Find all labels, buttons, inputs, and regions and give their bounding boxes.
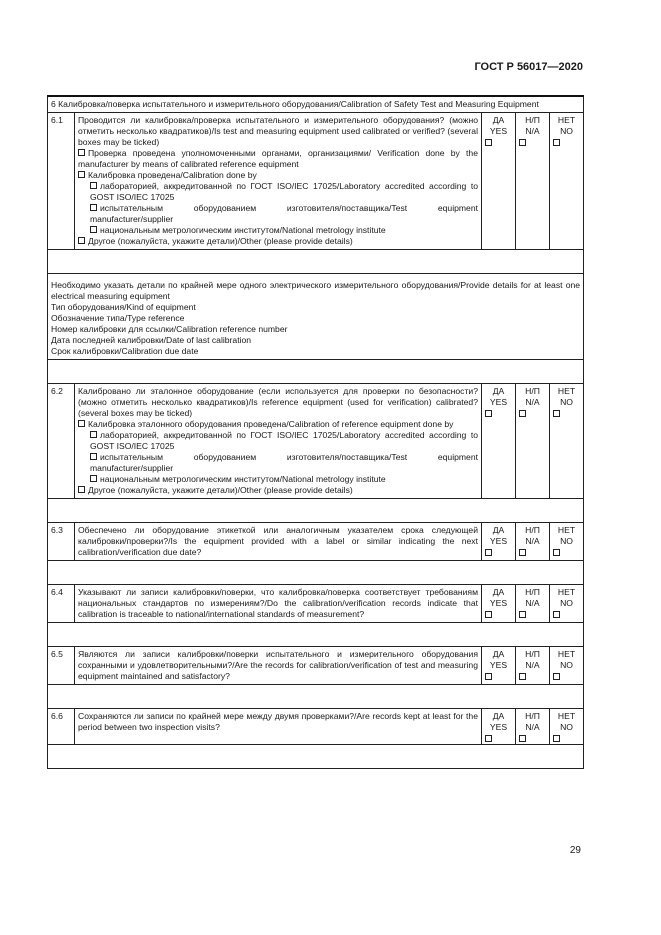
answer-label-ru: НЕТ — [557, 587, 576, 597]
details-cell — [48, 274, 584, 360]
answer-label-en: YES — [489, 722, 508, 732]
answer-no — [550, 709, 584, 745]
yes-checkbox[interactable] — [485, 673, 492, 680]
na-checkbox[interactable] — [519, 735, 526, 742]
question-row-6-3 — [48, 523, 584, 561]
no-checkbox[interactable] — [553, 410, 560, 417]
na-checkbox[interactable] — [519, 549, 526, 556]
answer-label-en: NO — [560, 660, 573, 670]
answer-yes — [482, 523, 516, 561]
answer-label-en: YES — [489, 397, 508, 407]
question-text: Обеспечено ли оборудование этикеткой или аналогичным указателем срока следующей калибровки/проверки?/Is the equipment provided with a label or similar indicating the next calibration/verification due date? — [75, 523, 482, 561]
na-checkbox[interactable] — [519, 139, 526, 146]
sub-option-item — [78, 225, 478, 236]
question-number: 6.4 — [48, 585, 75, 623]
details-field: Тип оборудования/Kind of equipment — [51, 302, 196, 312]
answer-label-en: YES — [489, 126, 508, 136]
question-row-6-1 — [48, 113, 584, 250]
option-item — [78, 170, 478, 181]
answer-label-ru: Н/П — [525, 115, 540, 125]
details-field: Номер калибровки для ссылки/Calibration reference number — [51, 324, 288, 334]
sub-option-item — [78, 181, 478, 203]
no-checkbox[interactable] — [553, 549, 560, 556]
answer-label-ru: Н/П — [525, 649, 540, 659]
option-label: Калибровка эталонного оборудования проведена/Calibration of reference equipment done by — [88, 419, 454, 429]
spacer-row — [48, 499, 584, 523]
details-row — [48, 274, 584, 360]
details-intro: Необходимо указать детали по крайней мере одного электрического измерительного оборудования/Provide details for at least one electrical measuring equipment — [51, 280, 581, 301]
question-row-6-5 — [48, 647, 584, 685]
question-text: Являются ли записи калибровки/поверки испытательного и измерительного оборудования сохранными и удовлетворительными?/Are the records for calibration/verification of test and measuring equipment maintained and satisfactory? — [75, 647, 482, 685]
answer-space[interactable] — [48, 561, 584, 585]
document-code: ГОСТ Р 56017—2020 — [474, 61, 583, 73]
answer-label-en: N/A — [525, 126, 540, 136]
answer-yes — [482, 113, 516, 250]
spacer-row — [48, 685, 584, 709]
answer-na — [516, 647, 550, 685]
answer-na — [516, 709, 550, 745]
question-text: Калибровано ли эталонное оборудование (если используется для проверки по безопасности? (можно отметить несколько квадратиков)/Is reference equipment (used for verification) calibrated? (several boxes may be ticked) — [78, 386, 478, 418]
sub-option-item — [78, 474, 478, 485]
checkbox[interactable] — [90, 226, 97, 233]
answer-label-ru: НЕТ — [557, 525, 576, 535]
option-label: национальным метрологическим институтом/National metrology institute — [100, 474, 386, 484]
na-checkbox[interactable] — [519, 611, 526, 618]
answer-label-en: NO — [560, 722, 573, 732]
calibration-checklist-table — [47, 95, 584, 769]
answer-label-en: NO — [560, 536, 573, 546]
question-text-cell — [75, 384, 482, 499]
answer-label-ru: ДА — [492, 115, 505, 125]
question-number: 6.2 — [48, 384, 75, 499]
answer-label-ru: ДА — [492, 711, 505, 721]
details-field: Срок калибровки/Calibration due date — [51, 346, 199, 356]
question-text: Проводится ли калибровка/проверка испытательного и измерительного оборудования? (можно отметить несколько квадратиков)/Is test and measuring equipment used calibrated or verified? (several boxes may be ticked) — [78, 115, 478, 147]
answer-label-ru: НЕТ — [557, 649, 576, 659]
checkbox[interactable] — [90, 453, 97, 460]
answer-space[interactable] — [48, 685, 584, 709]
question-number: 6.6 — [48, 709, 75, 745]
answer-no — [550, 647, 584, 685]
checkbox[interactable] — [90, 204, 97, 211]
question-text: Сохраняются ли записи по крайней мере между двумя проверками?/Are records kept at least for the period between two inspection visits? — [75, 709, 482, 745]
checkbox[interactable] — [90, 182, 97, 189]
answer-label-en: NO — [560, 397, 573, 407]
question-text-cell — [75, 113, 482, 250]
answer-space[interactable] — [48, 250, 584, 274]
yes-checkbox[interactable] — [485, 410, 492, 417]
answer-no — [550, 384, 584, 499]
answer-yes — [482, 709, 516, 745]
checkbox[interactable] — [90, 431, 97, 438]
answer-label-en: NO — [560, 598, 573, 608]
checkbox[interactable] — [78, 171, 85, 178]
section-title-row — [48, 96, 584, 113]
yes-checkbox[interactable] — [485, 549, 492, 556]
no-checkbox[interactable] — [553, 611, 560, 618]
answer-label-ru: Н/П — [525, 386, 540, 396]
answer-yes — [482, 384, 516, 499]
details-field: Дата последней калибровки/Date of last calibration — [51, 335, 252, 345]
answer-label-ru: Н/П — [525, 587, 540, 597]
yes-checkbox[interactable] — [485, 611, 492, 618]
checkbox[interactable] — [90, 475, 97, 482]
spacer-row — [48, 250, 584, 274]
answer-no — [550, 585, 584, 623]
answer-label-en: YES — [489, 536, 508, 546]
option-item — [78, 148, 478, 170]
answer-label-en: N/A — [525, 722, 540, 732]
yes-checkbox[interactable] — [485, 735, 492, 742]
option-label: Проверка проведена уполномоченными органами, организациями/ Verification done by the manufacturer by means of calibrated reference equipment — [78, 148, 478, 169]
checkbox[interactable] — [78, 149, 85, 156]
question-text: Указывают ли записи калибровки/поверки, что калибровка/поверка соответствует требованиям национальных стандартов по измерениям?/Do the calibration/verification records indicate that calibration is traceable to national/international standards of measurement? — [75, 585, 482, 623]
option-label: Калибровка проведена/Calibration done by — [88, 170, 257, 180]
question-row-6-4 — [48, 585, 584, 623]
answer-label-ru: ДА — [492, 525, 505, 535]
option-item — [78, 236, 478, 247]
answer-label-ru: ДА — [492, 587, 505, 597]
option-label: лабораторией, аккредитованной по ГОСТ ISO/IEC 17025/Laboratory accredited according to GOST ISO/IEC 17025 — [90, 181, 478, 202]
answer-label-en: YES — [489, 598, 508, 608]
no-checkbox[interactable] — [553, 735, 560, 742]
answer-na — [516, 113, 550, 250]
na-checkbox[interactable] — [519, 673, 526, 680]
question-row-6-6 — [48, 709, 584, 745]
no-checkbox[interactable] — [553, 139, 560, 146]
option-label: национальным метрологическим институтом/National metrology institute — [100, 225, 386, 235]
answer-na — [516, 523, 550, 561]
answer-yes — [482, 585, 516, 623]
checkbox[interactable] — [78, 486, 85, 493]
answer-label-ru: ДА — [492, 386, 505, 396]
spacer-row — [48, 360, 584, 384]
details-field: Обозначение типа/Type reference — [51, 313, 185, 323]
answer-space[interactable] — [48, 360, 584, 384]
na-checkbox[interactable] — [519, 410, 526, 417]
option-label: испытательным оборудованием изготовителя/поставщика/Test equipment manufacturer/supplier — [90, 452, 478, 473]
answer-label-en: N/A — [525, 660, 540, 670]
answer-space[interactable] — [48, 623, 584, 647]
option-item — [78, 485, 478, 496]
yes-checkbox[interactable] — [485, 139, 492, 146]
option-label: Другое (пожалуйста, укажите детали)/Other (please provide details) — [88, 236, 353, 246]
answer-label-en: N/A — [525, 536, 540, 546]
answer-label-en: YES — [489, 660, 508, 670]
question-number: 6.3 — [48, 523, 75, 561]
spacer-row — [48, 623, 584, 647]
answer-label-en: N/A — [525, 397, 540, 407]
no-checkbox[interactable] — [553, 673, 560, 680]
answer-label-ru: Н/П — [525, 525, 540, 535]
question-number: 6.1 — [48, 113, 75, 250]
answer-space[interactable] — [48, 499, 584, 523]
question-row-6-2 — [48, 384, 584, 499]
sub-option-item — [78, 430, 478, 452]
answer-yes — [482, 647, 516, 685]
answer-label-en: N/A — [525, 598, 540, 608]
answer-label-ru: НЕТ — [557, 711, 576, 721]
answer-space[interactable] — [48, 745, 584, 769]
answer-na — [516, 585, 550, 623]
sub-option-item — [78, 203, 478, 225]
checkbox[interactable] — [78, 237, 85, 244]
answer-label-en: NO — [560, 126, 573, 136]
answer-label-ru: НЕТ — [557, 115, 576, 125]
answer-label-ru: ДА — [492, 649, 505, 659]
option-item — [78, 419, 478, 430]
checkbox[interactable] — [78, 420, 85, 427]
answer-label-ru: НЕТ — [557, 386, 576, 396]
answer-na — [516, 384, 550, 499]
section-title: 6 Калибровка/поверка испытательного и измерительного оборудования/Calibration of Safety Test and Measuring Equipment — [48, 96, 584, 113]
page-number: 29 — [569, 845, 581, 856]
option-label: испытательным оборудованием изготовителя/поставщика/Test equipment manufacturer/supplier — [90, 203, 478, 224]
answer-no — [550, 523, 584, 561]
answer-no — [550, 113, 584, 250]
option-label: лабораторией, аккредитованной по ГОСТ ISO/IEC 17025/Laboratory accredited according to GOST ISO/IEC 17025 — [90, 430, 478, 451]
sub-option-item — [78, 452, 478, 474]
question-number: 6.5 — [48, 647, 75, 685]
spacer-row — [48, 745, 584, 769]
option-label: Другое (пожалуйста, укажите детали)/Other (please provide details) — [88, 485, 353, 495]
answer-label-ru: Н/П — [525, 711, 540, 721]
spacer-row — [48, 561, 584, 585]
